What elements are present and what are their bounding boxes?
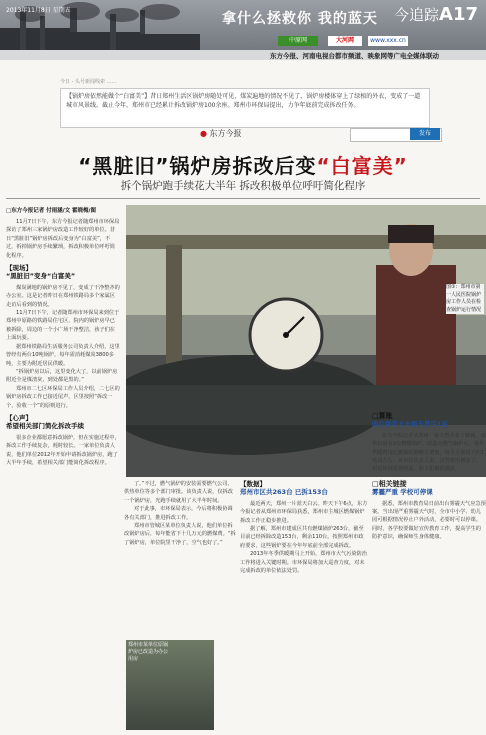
section-title: 郑州市区共263台 已拆153台 [240, 488, 328, 497]
brand-name: 东方今报 [209, 129, 242, 138]
paragraph: 煤炭满地的锅炉房不见了，变成了干净整齐的办公室。这是记者昨日在郑州铁路局多个家属区走访后看到的情况。 [6, 284, 120, 308]
headline [0, 150, 486, 179]
column-1 [6, 218, 120, 467]
paragraph: 据悉，郑州市教育局日前出台雾霾天气应急预案。当出现严重雾霾天气时，全市中小学、幼儿园可根据情况停止户外活动，必要时可以停课。同时，各学校要做好宣传教育工作，提高学生的防护意识，确保师生身体健康。 [372, 500, 486, 541]
intro-text: 【锅炉房依然能做个“白富美”】昔日郑州生活区锅炉房随处可见，煤炭遍地的情况不见了，锅炉房楼体穿上了绿植的外衣，变成了一道城市风景线。截止今年，郑州市已经累计拆改锅炉房100余座。郑州市环保局提出，力争年底前完成拆改任务。 [66, 93, 421, 109]
paragraph: 郑州市二七区环保局工作人员介绍，二七区的锅炉房拆改工作已接近尾声，区里按照“拆改一个，验收一个”的原则进行。 [6, 385, 120, 409]
kicker: 今日 - 头号新闻线索 …… [60, 79, 117, 85]
section-title: 希望相关部门简化拆改手续 [6, 422, 84, 431]
section-tag: 【心声】 [6, 413, 32, 422]
weibo-icon: ● [200, 129, 207, 138]
section-tag: 【现场】 [6, 264, 32, 273]
partner-logo-3: www.xxx.cn [368, 36, 408, 46]
edition-label [394, 4, 478, 25]
divider [6, 198, 480, 199]
column-4 [372, 412, 486, 542]
banner-slogan: 拿什么拯救你 我的蓝天 [222, 11, 378, 27]
byline: □东方今报记者 付雨涵/文 霍晓梅/图 [6, 208, 97, 214]
section-tag: 【数据】 [240, 480, 266, 488]
box-title: 雾霾严重 学校可停课 [372, 488, 433, 497]
box-tag: □算账 [372, 412, 393, 420]
paragraph: “拆锅炉房以后，这里变化大了，以前锅炉房附近全是煤渣灰，到处都是黑的。” [6, 368, 118, 384]
secondary-photo [126, 640, 214, 730]
headline-highlight: “白富美” [316, 154, 408, 178]
paragraph: 郑州市管城区某单位负责人说，他们单位拆改锅炉房后，每年能省下十几万元的燃煤费。“拆了锅炉房，单位院里干净了，空气也好了。” [124, 523, 236, 546]
box-title: 改后每平方米每天费用1毛 [372, 420, 449, 429]
headline-pre: “黑脏旧”锅炉房拆改后变 [78, 154, 317, 178]
paragraph: 最近两天，郑州一片蓝天白云。昨天下午6点，东方今报记者从郑州市环保局获悉，郑州市主城区燃煤锅炉拆改工作正稳步推进。 [240, 500, 368, 524]
paragraph: 据了解，郑州市建成区共有燃煤锅炉263台，截至目前已经拆除改造153台，剩余110台。按照郑州市政府要求，这些锅炉要在今年年底前全部完成拆改。 [240, 526, 364, 549]
secondary-photo-caption: 郑州市某单位原锅炉房已改造为办公用房 [128, 642, 169, 662]
column-2 [124, 480, 236, 547]
edition-name: 今追踪 [394, 6, 440, 24]
dateline: 2013年11月8日 星期五 [6, 7, 71, 14]
paragraph: 东方今报记者从郑州一家大型企业了解到，该单位原有2台燃煤锅炉，改造为燃气锅炉后，每年供暖费用比燃煤时期略有增加，每平方米每天约1毛钱左右。该单位负责人说，虽然费用增加了，但是环境改善明显，职工们都很满意。 [372, 432, 486, 473]
paragraph: 据郑州铁路局生活服务公司负责人介绍，这里曾经有两台10吨锅炉，每年需消耗煤炭3800多吨，主要为附近居民供暖。 [6, 343, 120, 367]
partner-logo-2: 大河网 [328, 36, 362, 46]
paragraph: 11月7日下午，记者随郑州市环保局来到位于郑州中原路的铁路局住宅区，院内的锅炉房早已被拆除，周边的一个小广场干净整洁，孩子们在上面玩耍。 [6, 310, 120, 342]
send-button[interactable]: 发布 [410, 128, 440, 140]
photo-caption: 图①：郑州市第一人民医院锅炉房工作人员在检查锅炉运行情况 [446, 284, 484, 314]
brand-line [200, 128, 242, 139]
paragraph: 了。”不过，燃气锅炉的安装需要燃气公司、供热单位等多个部门审批。该负责人说，仅拆改一个锅炉房，光跑手续就用了大半年时间。 [124, 481, 233, 504]
paragraph: 11月7日下午，东方今报记者随郑州市环保局探访了郑州三家锅炉房改造工作较好的单位。昔日“黑脏旧”锅炉房拆改后变身为“白富美”，不过，拆掉锅炉房手续繁琐，拆改积极单位呼吁简化程序。 [6, 219, 120, 259]
section-title: “黑脏旧”变身“白富美” [6, 272, 76, 281]
page-number: A17 [439, 4, 478, 25]
media-strip: 东方今报、河南电视台都市频道、映象网等广电全媒体联动 [270, 52, 439, 60]
column-3 [240, 480, 368, 575]
box-tag: □相关链接 [372, 479, 407, 488]
subheadline: 拆个锅炉跑手续花大半年 拆改积极单位呼吁简化程序 [120, 180, 366, 192]
paragraph: 很多企业都愿意拆改锅炉，但在实施过程中，拆改工作手续复杂，耗时较长。一家单位负责人说，他们单位2012年开始申请拆改锅炉房，跑了大半年手续，希望相关部门能简化拆改程序。 [6, 434, 120, 466]
paragraph: 2013年冬季供暖期马上开始，郑州市大气污染防治工作将进入关键时期。市环保局将加大巡查力度，对未完成拆改的单位依法处罚。 [240, 551, 367, 575]
paragraph: 对于此事，市环保局表示，今后将积极协调各有关部门，推进拆改工作。 [124, 506, 233, 521]
partner-logo-1: 中原网 [278, 36, 318, 46]
